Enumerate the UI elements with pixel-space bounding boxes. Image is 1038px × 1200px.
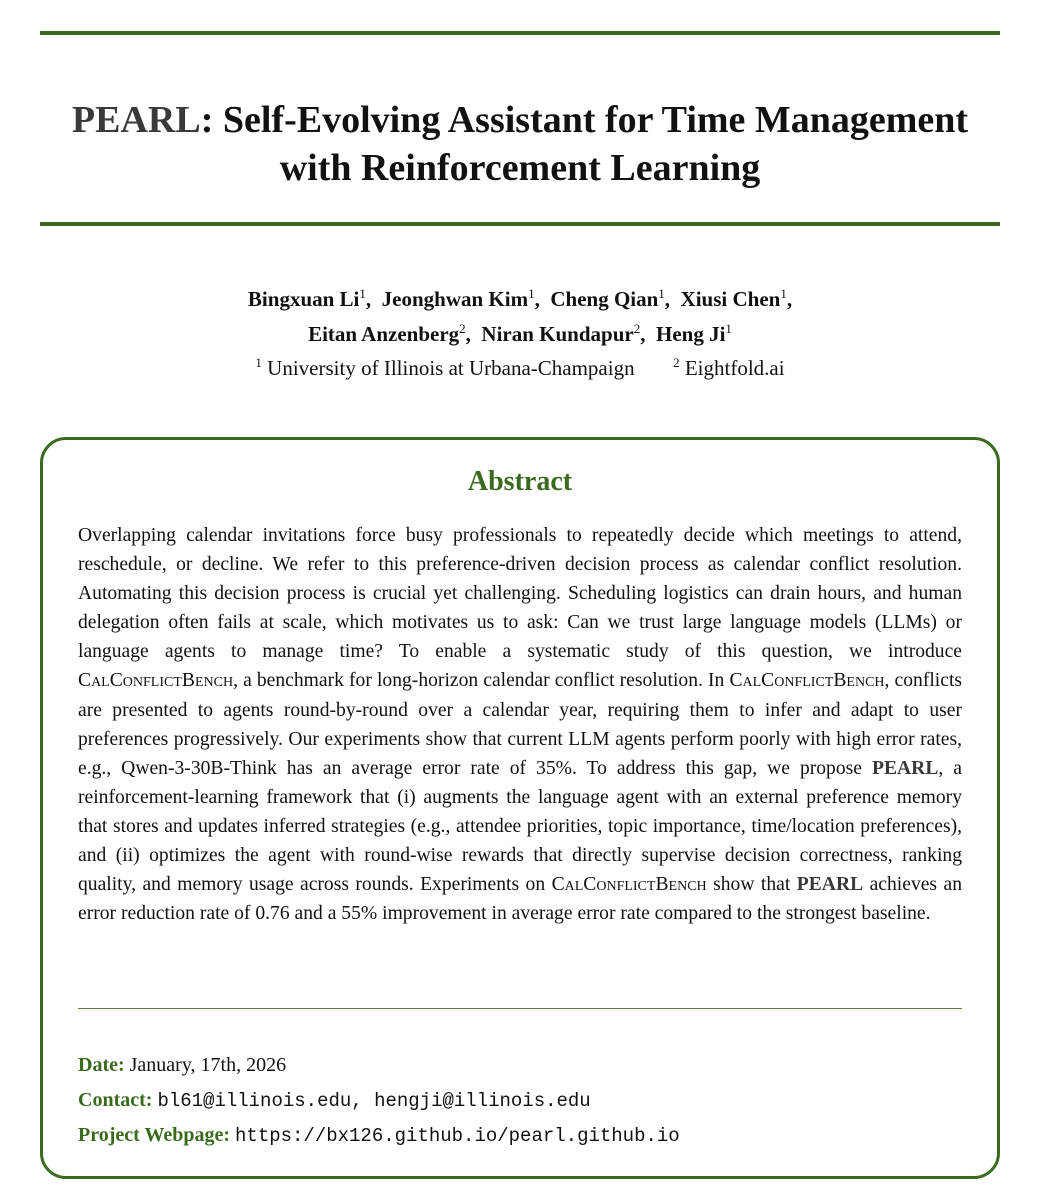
contact-line bbox=[78, 1085, 591, 1116]
benchmark-name: CalConflictBench bbox=[78, 670, 234, 692]
author: Bingxuan Li bbox=[247, 287, 360, 311]
method-name: PEARL bbox=[871, 757, 939, 779]
abstract-segment: show that bbox=[706, 874, 797, 896]
method-name: PEARL bbox=[796, 874, 864, 896]
date-label: Date: bbox=[78, 1054, 125, 1076]
date-value: January, 17th, 2026 bbox=[129, 1054, 287, 1076]
author-affil-mark: 2 bbox=[633, 321, 641, 336]
benchmark-name: CalConflictBench bbox=[551, 874, 707, 896]
contact-emails[interactable]: bl61@illinois.edu, hengji@illinois.edu bbox=[157, 1090, 591, 1112]
author-affil-mark: 1 bbox=[359, 286, 366, 301]
author-list: Bingxuan Li$^1$, Jeonghwan Kim$^1$, Cheng Qian$^1$, Xiusi Chen$^1$, Eitan Anzenberg$^2$, Niran Kundapur$^2$, Heng Ji$^1$ bbox=[247, 286, 793, 346]
abstract-segment: , a reinforcement-learning framework that (i) augments the language agent with an external preference memory that stores and updates inferred strategies (e.g., attendee priorities, topic importance, time/location preferences), and (ii) optimizes the agent with round-wise rewards that directly supervise decision correctness, ranking quality, and memory usage across rounds. Experiments on bbox=[78, 757, 962, 896]
abstract-segment: , a benchmark for long-horizon calendar conflict resolution. In bbox=[233, 670, 730, 692]
top-rule bbox=[40, 31, 1000, 35]
paper-title bbox=[40, 96, 1000, 192]
meta-separator bbox=[78, 1008, 962, 1009]
author-affil-mark: 1 bbox=[780, 286, 787, 301]
author: Jeonghwan Kim bbox=[381, 287, 529, 311]
affiliation-name: University of Illinois at Urbana-Champaign bbox=[267, 356, 635, 380]
author: Heng Ji bbox=[655, 322, 726, 346]
title-line2: with Reinforcement Learning bbox=[279, 147, 761, 189]
affiliation-number: 2 bbox=[673, 355, 680, 370]
author-affil-mark: 2 bbox=[459, 321, 466, 336]
title-brand: PEARL bbox=[71, 99, 201, 141]
abstract-segment: achieves an error reduction rate of 0.76 and a 55% improvement in average error rate compared to the strongest baseline. bbox=[78, 874, 962, 925]
abstract-text bbox=[78, 521, 962, 928]
author-affil-mark: 1 bbox=[725, 321, 732, 336]
author: Cheng Qian bbox=[550, 287, 659, 311]
date-line bbox=[78, 1050, 286, 1080]
bottom-rule bbox=[40, 222, 1000, 226]
affiliations bbox=[40, 348, 1000, 383]
benchmark-name: CalConflictBench bbox=[729, 670, 885, 692]
affiliation-number: 1 bbox=[255, 355, 262, 370]
author: Eitan Anzenberg bbox=[308, 322, 460, 346]
affiliation-name: Eightfold.ai bbox=[684, 356, 785, 380]
title-line1: : Self-Evolving Assistant for Time Management bbox=[200, 99, 969, 141]
author: Xiusi Chen bbox=[680, 287, 781, 311]
abstract-segment: Overlapping calendar invitations force busy professionals to repeatedly decide which meetings to attend, reschedule, or decline. We refer to this preference-driven decision process as calendar conflict resolution. Automating this decision process is crucial yet challenging. Scheduling logistics can drain hours, and human delegation often fails at scale, which motivates us to ask: Can we trust large language models (LLMs) or language agents to manage time? To enable a systematic study of this question, we introduce bbox=[78, 525, 962, 663]
webpage-label: Project Webpage: bbox=[78, 1124, 231, 1146]
webpage-line bbox=[78, 1120, 680, 1151]
author: Niran Kundapur bbox=[481, 322, 634, 346]
author-affil-mark: 1 bbox=[528, 286, 535, 301]
abstract-heading: Abstract bbox=[467, 466, 573, 497]
contact-label: Contact: bbox=[78, 1089, 153, 1111]
abstract-segment: , conflicts are presented to agents round-by-round over a calendar year, requiring them to infer and adapt to user preferences progressively. Our experiments show that current LLM agents perform poorly with high error rates, e.g., Qwen-3-30B-Think has an average error rate of 35%. To address this gap, we propose bbox=[78, 670, 963, 779]
author-affil-mark: 1 bbox=[658, 286, 665, 301]
webpage-link[interactable]: https://bx126.github.io/pearl.github.io bbox=[235, 1125, 680, 1147]
